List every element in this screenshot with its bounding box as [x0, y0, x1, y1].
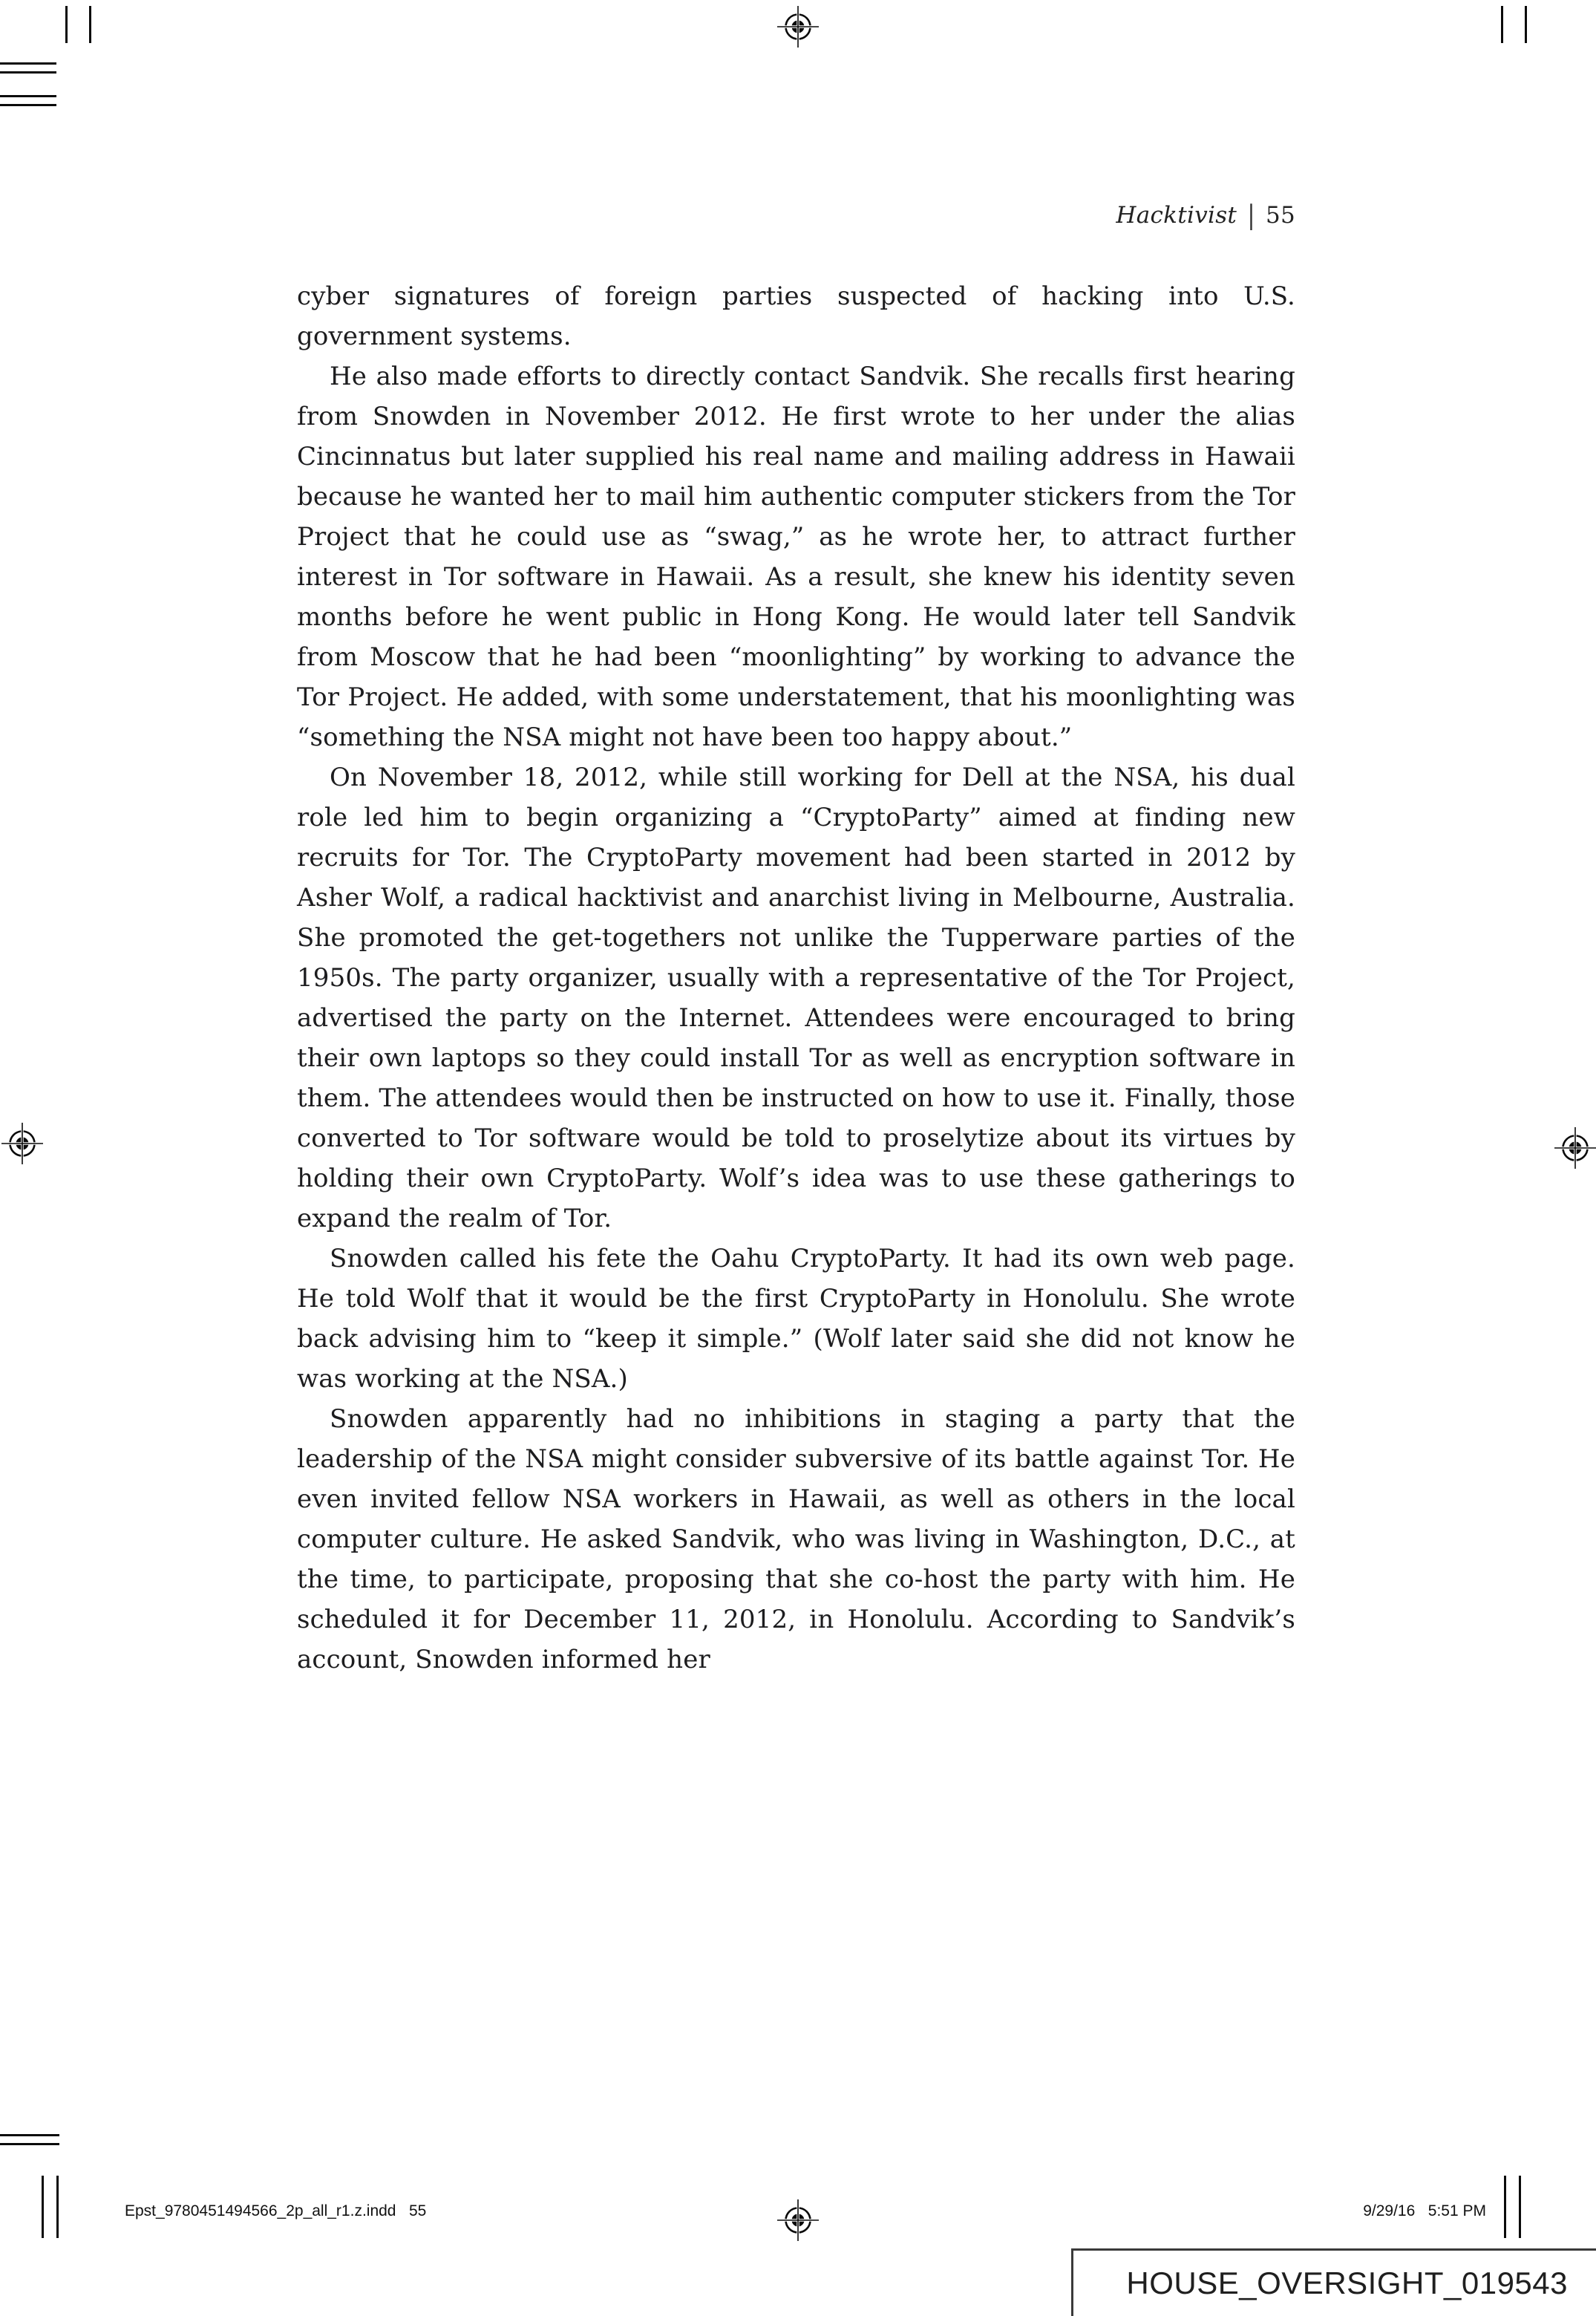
- page-number: 55: [1265, 202, 1295, 229]
- print-slug: Epst_9780451494566_2p_all_r1.z.indd 55: [125, 2202, 427, 2219]
- crop-mark: [1519, 2176, 1521, 2238]
- crop-mark: [1525, 6, 1527, 43]
- paragraph: He also made efforts to directly contact Sandvik. She recalls first hearing from Snowden in November 2012. He first wrote to her under the alias Cincinnatus but later supplied his real name and mailing address in Hawaii because he wanted her to mail him authentic computer stickers from the Tor Project that he could use as “swag,” as he wrote her, to attract further interest in Tor software in Hawaii. As a result, she knew his identity seven months before he went public in Hong Kong. He would later tell Sandvik from Moscow that he had been “moonlighting” by working to advance the Tor Project. He added, with some understatement, that his moonlighting was “something the NSA might not have been too happy about.”: [297, 362, 1295, 752]
- page-header: [297, 202, 1295, 229]
- crop-mark: [56, 2176, 59, 2238]
- bates-stamp: [1071, 2248, 1596, 2316]
- crop-mark: [0, 71, 56, 74]
- crop-mark: [0, 62, 56, 65]
- crop-mark: [1504, 2176, 1506, 2238]
- bates-number: HOUSE_OVERSIGHT_019543: [1126, 2266, 1568, 2300]
- registration-mark-icon: [1554, 1127, 1596, 1169]
- registration-mark-icon: [777, 2199, 819, 2241]
- print-timestamp: 9/29/16 5:51 PM: [1363, 2202, 1486, 2219]
- body-text: [297, 276, 1295, 1680]
- crop-mark: [0, 95, 56, 97]
- crop-mark: [0, 2134, 59, 2136]
- crop-mark: [0, 104, 56, 106]
- registration-mark-icon: [777, 6, 819, 48]
- crop-mark: [1501, 6, 1503, 43]
- crop-mark: [89, 6, 91, 43]
- header-separator: |: [1247, 200, 1255, 231]
- registration-mark-icon: [1, 1123, 43, 1164]
- paragraph: cyber signatures of foreign parties suspected of hacking into U.S. government systems.: [297, 281, 1295, 351]
- crop-mark: [0, 2143, 59, 2145]
- crop-mark: [42, 2176, 44, 2238]
- crop-mark: [65, 6, 68, 43]
- paragraph: Snowden called his fete the Oahu CryptoParty. It had its own web page. He told Wolf that it would be the first CryptoParty in Honolulu. She wrote back advising him to “keep it simple.” (Wolf later said she did not know he was working at the NSA.): [297, 1244, 1295, 1394]
- running-head-title: Hacktivist: [1116, 202, 1237, 229]
- paragraph: On November 18, 2012, while still working for Dell at the NSA, his dual role led him to begin organizing a “CryptoParty” aimed at finding new recruits for Tor. The CryptoParty movement had been started in 2012 by Asher Wolf, a radical hacktivist and anarchist living in Melbourne, Australia. She promoted the get-togethers not unlike the Tupperware parties of the 1950s. The party organizer, usually with a representative of the Tor Project, advertised the party on the Internet. Attendees were encouraged to bring their own laptops so they could install Tor as well as encryption software in them. The attendees would then be instructed on how to use it. Finally, those converted to Tor software would be told to proselytize about its virtues by holding their own CryptoParty. Wolf’s idea was to use these gatherings to expand the realm of Tor.: [297, 763, 1296, 1233]
- paragraph: Snowden apparently had no inhibitions in staging a party that the leadership of the NSA might consider subversive of its battle against Tor. He even invited fellow NSA workers in Hawaii, as well as others in the local computer culture. He asked Sandvik, who was living in Washington, D.C., at the time, to participate, proposing that she co-host the party with him. He scheduled it for December 11, 2012, in Honolulu. According to Sandvik’s account, Snowden informed her: [297, 1404, 1295, 1674]
